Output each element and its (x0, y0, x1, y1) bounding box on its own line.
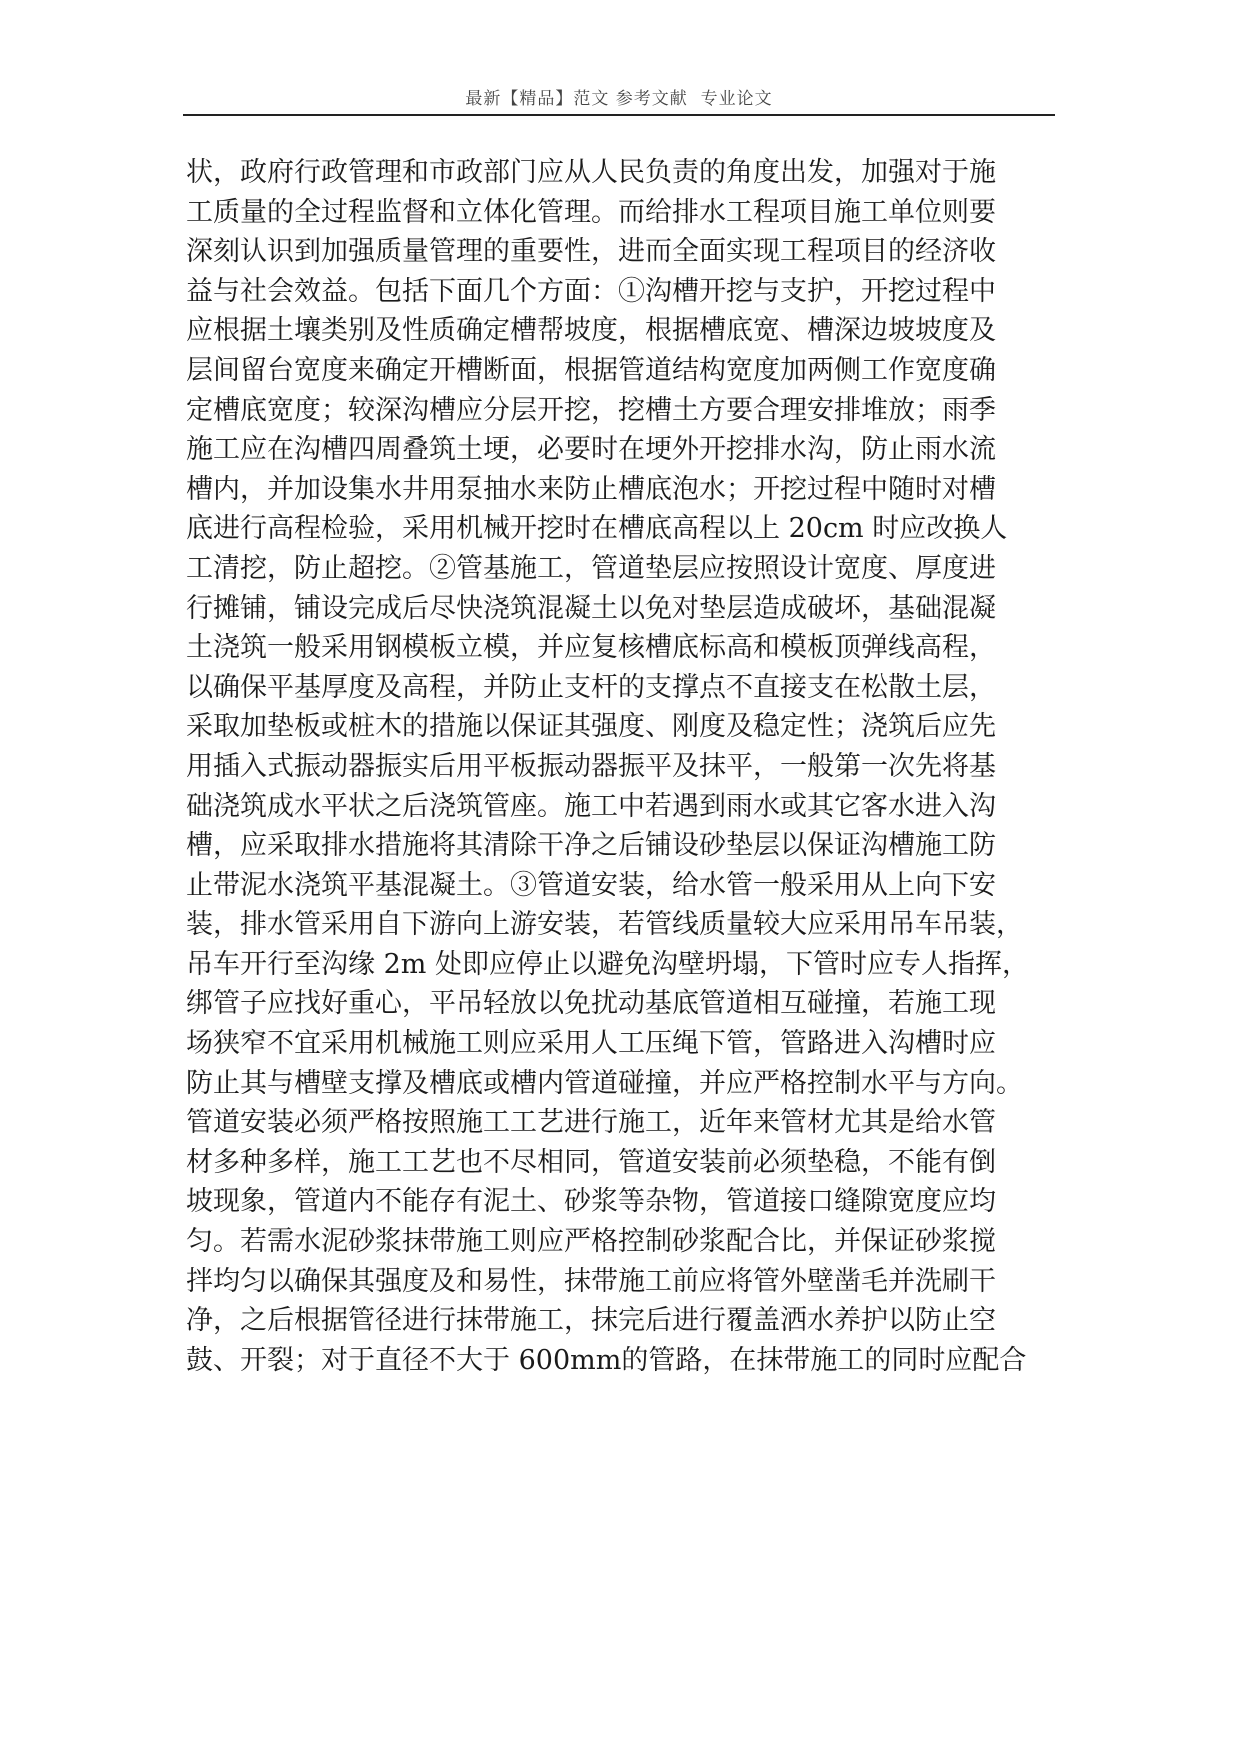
text-line: 施工应在沟槽四周叠筑土埂，必要时在埂外开挖排水沟，防止雨水流 (186, 434, 996, 466)
text-line: 应根据土壤类别及性质确定槽帮坡度，根据槽底宽、槽深边坡坡度及 (186, 315, 996, 347)
text-line: 以确保平基厚度及高程，并防止支杆的支撑点不直接支在松散土层， (186, 671, 996, 703)
text-line: 行摊铺，铺设完成后尽快浇筑混凝土以免对垫层造成破坏，基础混凝 (186, 592, 996, 624)
text-line: 材多种多样，施工工艺也不尽相同，管道安装前必须垫稳，不能有倒 (186, 1146, 996, 1178)
text-line: 础浇筑成水平状之后浇筑管座。施工中若遇到雨水或其它客水进入沟 (186, 790, 996, 822)
text-line: 槽，应采取排水措施将其清除干净之后铺设砂垫层以保证沟槽施工防 (186, 830, 996, 862)
text-line: 层间留台宽度来确定开槽断面，根据管道结构宽度加两侧工作宽度确 (186, 354, 996, 386)
text-line: 净，之后根据管径进行抹带施工，抹完后进行覆盖洒水养护以防止空 (186, 1305, 996, 1337)
body-paragraph (186, 153, 1054, 1380)
text-line: 深刻认识到加强质量管理的重要性，进而全面实现工程项目的经济收 (186, 236, 996, 268)
text-line: 坡现象，管道内不能存有泥土、砂浆等杂物，管道接口缝隙宽度应均 (186, 1186, 996, 1218)
text-line: 定槽底宽度；较深沟槽应分层开挖，挖槽土方要合理安排堆放；雨季 (186, 394, 996, 426)
header-title: 最新【精品】范文 参考文献 专业论文 (465, 89, 773, 109)
text-line: 益与社会效益。包括下面几个方面：①沟槽开挖与支护，开挖过程中 (186, 275, 996, 307)
text-line: 工质量的全过程监督和立体化管理。而给排水工程项目施工单位则要 (186, 196, 996, 228)
text-line: 底进行高程检验，采用机械开挖时在槽底高程以上 20cm 时应改换人 (186, 513, 1008, 545)
text-line: 绑管子应找好重心，平吊轻放以免扰动基底管道相互碰撞，若施工现 (186, 988, 996, 1020)
text-line: 管道安装必须严格按照施工工艺进行施工，近年来管材尤其是给水管 (186, 1107, 996, 1139)
text-line: 用插入式振动器振实后用平板振动器振平及抹平，一般第一次先将基 (186, 750, 996, 782)
text-line: 状，政府行政管理和市政部门应从人民负责的角度出发，加强对于施 (186, 157, 996, 188)
text-line: 拌均匀以确保其强度及和易性，抹带施工前应将管外壁凿毛并洗刷干 (186, 1265, 996, 1297)
text-line: 吊车开行至沟缘 2m 处即应停止以避免沟壁坍塌，下管时应专人指挥， (186, 948, 1029, 980)
text-line: 工清挖，防止超挖。②管基施工，管道垫层应按照设计宽度、厚度进 (186, 552, 996, 584)
text-line: 场狭窄不宜采用机械施工则应采用人工压绳下管，管路进入沟槽时应 (186, 1028, 996, 1060)
page-header (183, 84, 1055, 116)
text-line: 匀。若需水泥砂浆抹带施工则应严格控制砂浆配合比，并保证砂浆搅 (186, 1226, 996, 1258)
text-line: 土浇筑一般采用钢模板立模，并应复核槽底标高和模板顶弹线高程， (186, 632, 996, 664)
text-line: 防止其与槽壁支撑及槽底或槽内管道碰撞，并应严格控制水平与方向。 (186, 1067, 1023, 1099)
text-line: 止带泥水浇筑平基混凝土。③管道安装，给水管一般采用从上向下安 (186, 869, 996, 901)
text-line: 采取加垫板或桩木的措施以保证其强度、刚度及稳定性；浇筑后应先 (186, 711, 996, 743)
text-line: 槽内，并加设集水井用泵抽水来防止槽底泡水；开挖过程中随时对槽 (186, 473, 996, 505)
text-line: 装，排水管采用自下游向上游安装，若管线质量较大应采用吊车吊装， (186, 909, 1023, 941)
text-line: 鼓、开裂；对于直径不大于 600mm的管路，在抹带施工的同时应配合 (186, 1344, 1027, 1376)
